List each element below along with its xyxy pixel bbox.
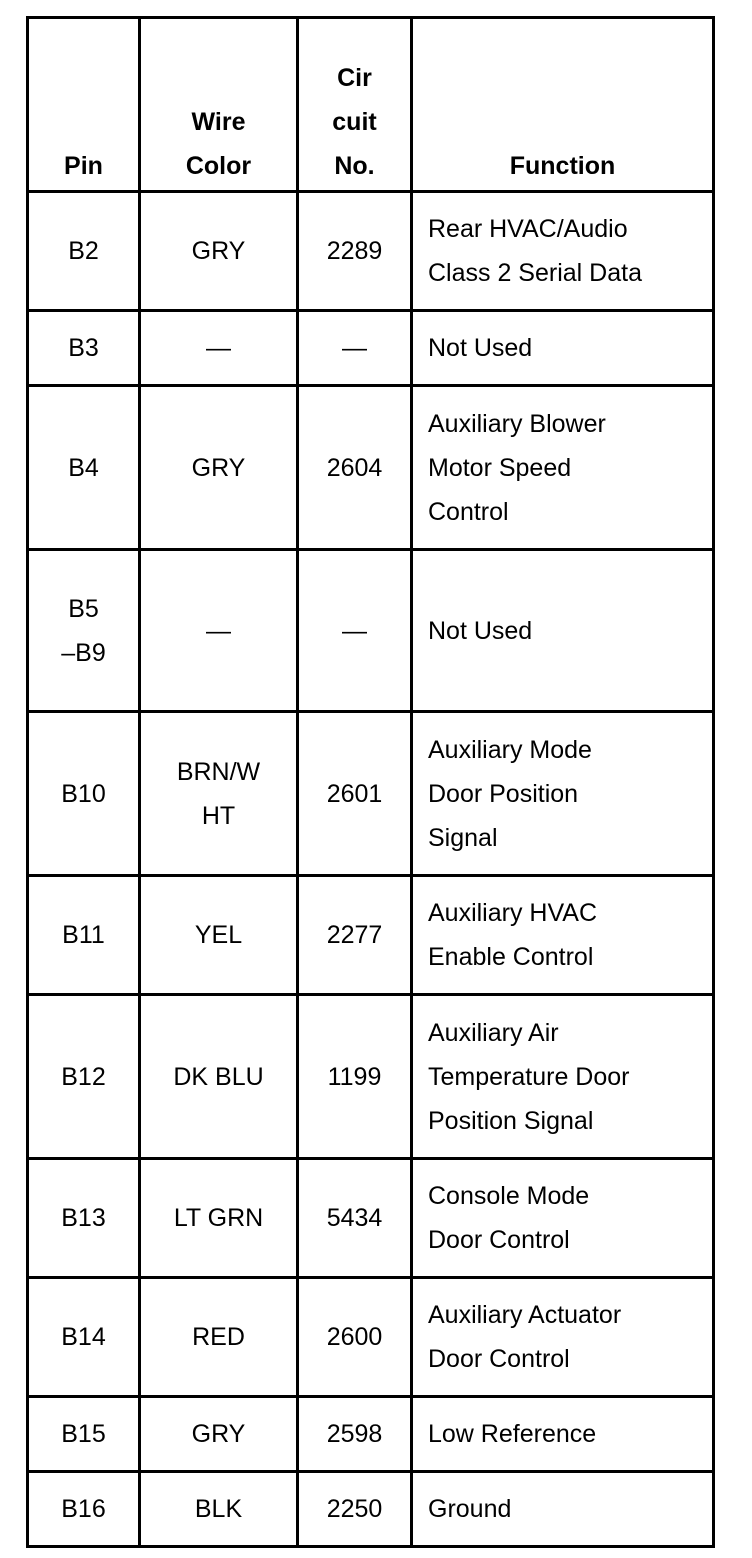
- function-cell: Auxiliary HVAC Enable Control: [412, 876, 714, 995]
- pin-cell: B2: [28, 192, 140, 311]
- table-row: [28, 1397, 714, 1472]
- wire-color-cell: GRY: [140, 192, 298, 311]
- wire-color-cell: GRY: [140, 1397, 298, 1472]
- function-cell: Rear HVAC/Audio Class 2 Serial Data: [412, 192, 714, 311]
- wire-color-cell: YEL: [140, 876, 298, 995]
- pin-cell: B10: [28, 712, 140, 876]
- pin-cell: B13: [28, 1159, 140, 1278]
- table-row: [28, 311, 714, 386]
- circuit-cell: 2598: [298, 1397, 412, 1472]
- circuit-cell: 2277: [298, 876, 412, 995]
- connector-table-wrapper: [26, 16, 712, 1548]
- function-cell: Low Reference: [412, 1397, 714, 1472]
- pin-cell: B3: [28, 311, 140, 386]
- function-cell: Not Used: [412, 311, 714, 386]
- function-cell: Ground: [412, 1472, 714, 1547]
- header-row: [28, 18, 714, 192]
- header-pin: Pin: [28, 18, 140, 192]
- table-row: [28, 995, 714, 1159]
- wire-color-cell: —: [140, 550, 298, 712]
- circuit-cell: —: [298, 550, 412, 712]
- header-circuit-no: Cir cuit No.: [298, 18, 412, 192]
- table-row: [28, 712, 714, 876]
- header-function: Function: [412, 18, 714, 192]
- table-row: [28, 1278, 714, 1397]
- pin-cell: B11: [28, 876, 140, 995]
- pin-cell: B16: [28, 1472, 140, 1547]
- wire-color-cell: BRN/W HT: [140, 712, 298, 876]
- wire-color-cell: BLK: [140, 1472, 298, 1547]
- header-wire-color: Wire Color: [140, 18, 298, 192]
- circuit-cell: 2250: [298, 1472, 412, 1547]
- table-row: [28, 192, 714, 311]
- function-cell: Auxiliary Actuator Door Control: [412, 1278, 714, 1397]
- circuit-cell: 5434: [298, 1159, 412, 1278]
- wire-color-cell: GRY: [140, 386, 298, 550]
- pin-cell: B15: [28, 1397, 140, 1472]
- pin-cell: B5 –B9: [28, 550, 140, 712]
- connector-pinout-table: [26, 16, 715, 1548]
- circuit-cell: —: [298, 311, 412, 386]
- function-cell: Auxiliary Mode Door Position Signal: [412, 712, 714, 876]
- function-cell: Auxiliary Blower Motor Speed Control: [412, 386, 714, 550]
- pin-cell: B14: [28, 1278, 140, 1397]
- table-row: [28, 1472, 714, 1547]
- wire-color-cell: RED: [140, 1278, 298, 1397]
- circuit-cell: 2601: [298, 712, 412, 876]
- pin-cell: B12: [28, 995, 140, 1159]
- function-cell: Console Mode Door Control: [412, 1159, 714, 1278]
- function-cell: Not Used: [412, 550, 714, 712]
- table-row: [28, 1159, 714, 1278]
- circuit-cell: 2604: [298, 386, 412, 550]
- circuit-cell: 1199: [298, 995, 412, 1159]
- table-row: [28, 386, 714, 550]
- table-row: [28, 876, 714, 995]
- pin-cell: B4: [28, 386, 140, 550]
- circuit-cell: 2289: [298, 192, 412, 311]
- circuit-cell: 2600: [298, 1278, 412, 1397]
- table-row: [28, 550, 714, 712]
- wire-color-cell: —: [140, 311, 298, 386]
- wire-color-cell: DK BLU: [140, 995, 298, 1159]
- function-cell: Auxiliary Air Temperature Door Position Signal: [412, 995, 714, 1159]
- wire-color-cell: LT GRN: [140, 1159, 298, 1278]
